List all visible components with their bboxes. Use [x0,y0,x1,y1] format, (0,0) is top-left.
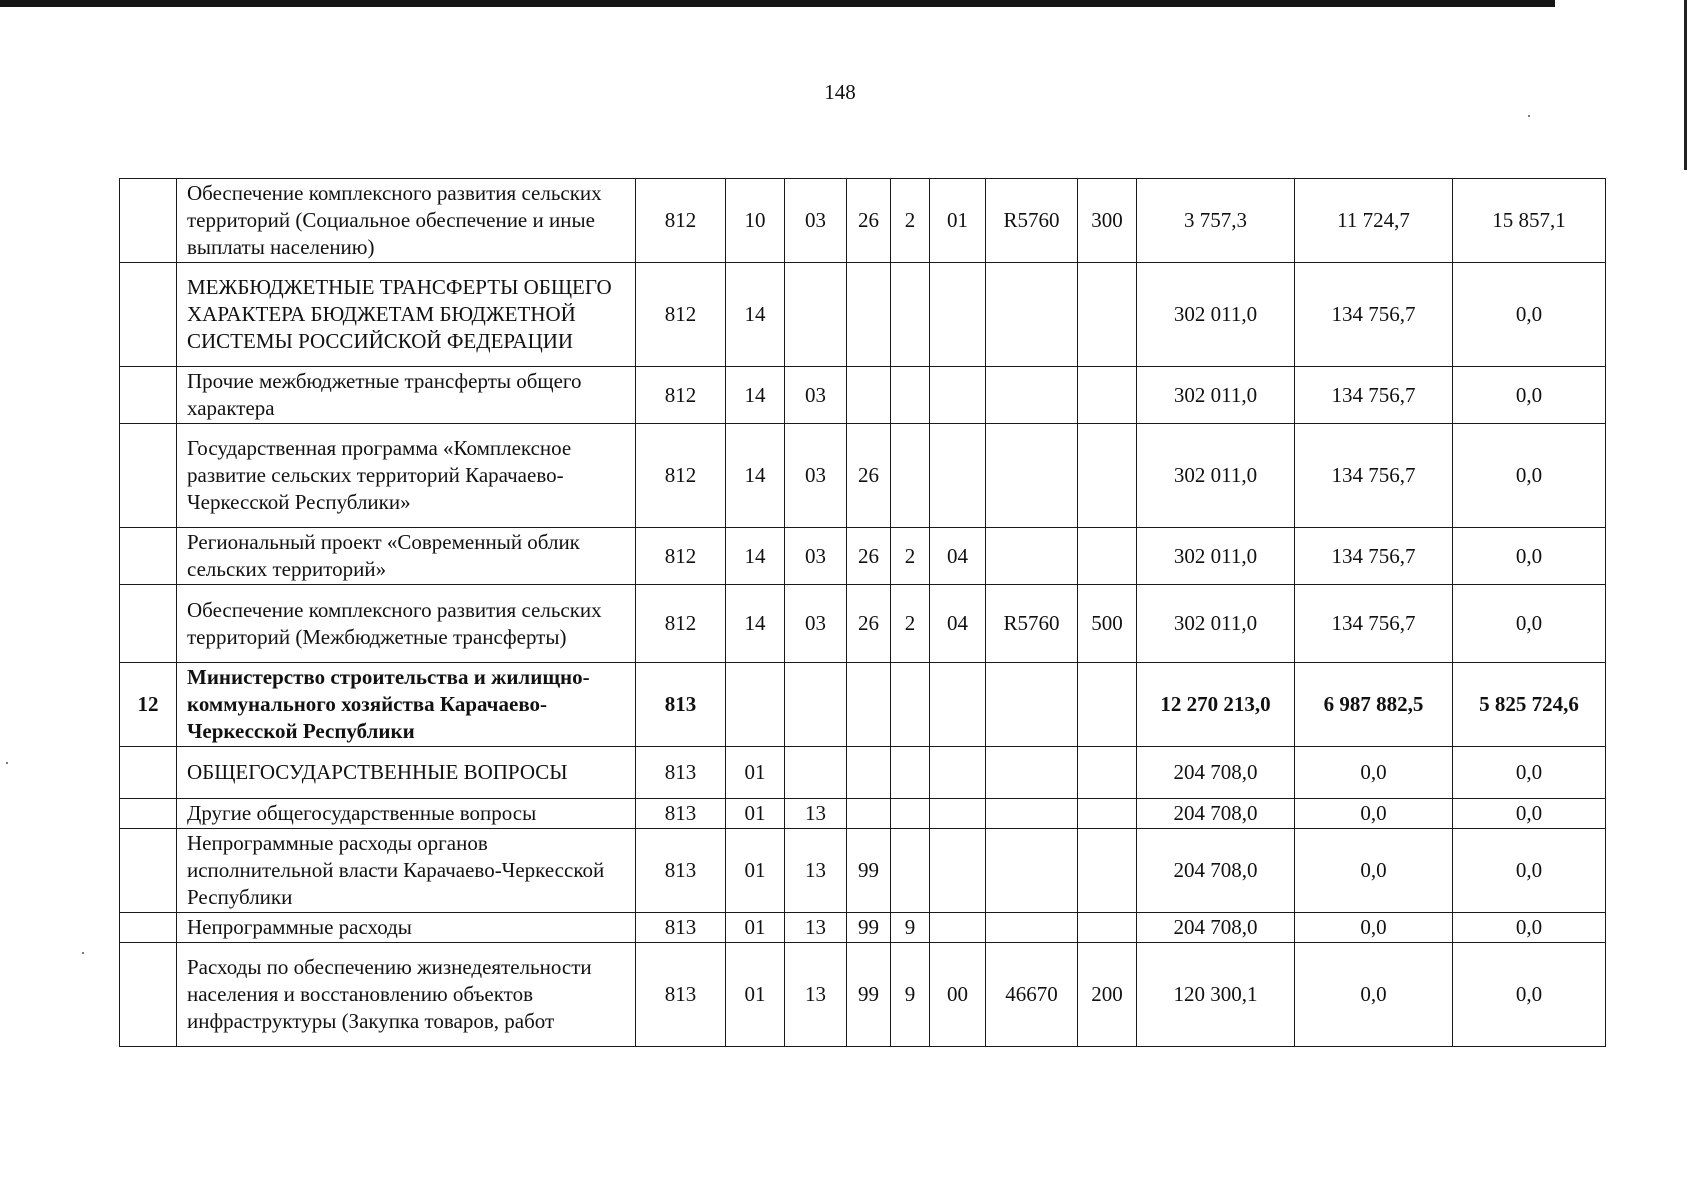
expense-type-code-cell [1078,799,1137,829]
program-code-cell: 99 [847,829,891,913]
item-name-cell: Прочие межбюджетные трансферты общего характера [177,367,636,424]
section-code-cell: 01 [726,943,785,1047]
event-code-cell [930,829,986,913]
scan-speck [6,762,8,764]
ministry-code-cell: 813 [636,913,726,943]
top-scan-border [0,0,1555,7]
amount-year-1-cell: 302 011,0 [1137,528,1295,585]
event-code-cell [930,424,986,528]
amount-year-3-cell: 0,0 [1453,943,1606,1047]
section-code-cell: 01 [726,799,785,829]
direction-code-cell [986,913,1078,943]
amount-year-2-cell: 6 987 882,5 [1295,663,1453,747]
amount-year-1-cell: 3 757,3 [1137,179,1295,263]
subprogram-code-cell [891,424,930,528]
direction-code-cell [986,799,1078,829]
amount-year-3-cell: 0,0 [1453,528,1606,585]
table-row [120,367,1606,424]
program-code-cell: 26 [847,585,891,663]
amount-year-3-cell: 0,0 [1453,799,1606,829]
ministry-code-cell: 813 [636,747,726,799]
program-code-cell: 99 [847,913,891,943]
amount-year-2-cell: 0,0 [1295,829,1453,913]
right-scan-border [1684,0,1687,170]
row-number-cell: 12 [120,663,177,747]
section-code-cell: 14 [726,528,785,585]
event-code-cell [930,263,986,367]
direction-code-cell: R5760 [986,585,1078,663]
amount-year-1-cell: 302 011,0 [1137,263,1295,367]
expense-type-code-cell [1078,528,1137,585]
amount-year-1-cell: 12 270 213,0 [1137,663,1295,747]
item-name-cell: Непрограммные расходы органов исполнительной власти Карачаево-Черкесской Республики [177,829,636,913]
row-number-cell [120,943,177,1047]
row-number-cell [120,367,177,424]
table-row [120,913,1606,943]
table-row [120,943,1606,1047]
subprogram-code-cell [891,829,930,913]
item-name-cell: ОБЩЕГОСУДАРСТВЕННЫЕ ВОПРОСЫ [177,747,636,799]
subprogram-code-cell [891,799,930,829]
row-number-cell [120,913,177,943]
program-code-cell [847,263,891,367]
expense-type-code-cell [1078,367,1137,424]
subsection-code-cell: 13 [785,913,847,943]
event-code-cell: 04 [930,585,986,663]
expense-type-code-cell: 300 [1078,179,1137,263]
section-code-cell: 01 [726,913,785,943]
subprogram-code-cell: 9 [891,943,930,1047]
expense-type-code-cell: 500 [1078,585,1137,663]
amount-year-2-cell: 0,0 [1295,799,1453,829]
direction-code-cell: R5760 [986,179,1078,263]
subprogram-code-cell: 2 [891,528,930,585]
scan-speck [82,952,84,954]
amount-year-1-cell: 204 708,0 [1137,799,1295,829]
amount-year-1-cell: 302 011,0 [1137,424,1295,528]
direction-code-cell [986,424,1078,528]
item-name-cell: Региональный проект «Современный облик сельских территорий» [177,528,636,585]
event-code-cell: 01 [930,179,986,263]
item-name-cell: Государственная программа «Комплексное развитие сельских территорий Карачаево-Черкесской Республики» [177,424,636,528]
subprogram-code-cell [891,663,930,747]
budget-table [119,178,1606,1047]
row-number-cell [120,528,177,585]
amount-year-3-cell: 0,0 [1453,913,1606,943]
direction-code-cell [986,528,1078,585]
amount-year-3-cell: 0,0 [1453,585,1606,663]
table-row [120,799,1606,829]
direction-code-cell [986,747,1078,799]
item-name-cell: Министерство строительства и жилищно-коммунального хозяйства Карачаево-Черкесской Республики [177,663,636,747]
amount-year-2-cell: 0,0 [1295,943,1453,1047]
expense-type-code-cell [1078,913,1137,943]
subsection-code-cell: 03 [785,585,847,663]
ministry-code-cell: 813 [636,829,726,913]
subsection-code-cell [785,663,847,747]
amount-year-2-cell: 134 756,7 [1295,528,1453,585]
subprogram-code-cell: 2 [891,179,930,263]
amount-year-1-cell: 204 708,0 [1137,829,1295,913]
direction-code-cell [986,367,1078,424]
event-code-cell [930,799,986,829]
table-row [120,263,1606,367]
program-code-cell: 26 [847,528,891,585]
subsection-code-cell: 03 [785,424,847,528]
table-row [120,528,1606,585]
subsection-code-cell: 03 [785,179,847,263]
ministry-code-cell: 813 [636,663,726,747]
section-code-cell: 14 [726,263,785,367]
program-code-cell [847,747,891,799]
section-code-cell: 01 [726,747,785,799]
subprogram-code-cell [891,367,930,424]
section-code-cell [726,663,785,747]
amount-year-3-cell: 0,0 [1453,829,1606,913]
section-code-cell: 10 [726,179,785,263]
row-number-cell [120,585,177,663]
amount-year-2-cell: 0,0 [1295,913,1453,943]
expense-type-code-cell [1078,829,1137,913]
ministry-code-cell: 812 [636,424,726,528]
ministry-code-cell: 812 [636,585,726,663]
table-row [120,663,1606,747]
program-code-cell [847,663,891,747]
amount-year-3-cell: 0,0 [1453,263,1606,367]
budget-table-body [120,179,1606,1047]
amount-year-3-cell: 0,0 [1453,747,1606,799]
expense-type-code-cell [1078,747,1137,799]
item-name-cell: Другие общегосударственные вопросы [177,799,636,829]
direction-code-cell [986,263,1078,367]
ministry-code-cell: 812 [636,528,726,585]
amount-year-2-cell: 134 756,7 [1295,424,1453,528]
row-number-cell [120,179,177,263]
ministry-code-cell: 813 [636,799,726,829]
item-name-cell: Обеспечение комплексного развития сельских территорий (Межбюджетные трансферты) [177,585,636,663]
amount-year-1-cell: 204 708,0 [1137,913,1295,943]
table-row [120,747,1606,799]
event-code-cell [930,747,986,799]
row-number-cell [120,263,177,367]
amount-year-2-cell: 134 756,7 [1295,585,1453,663]
subsection-code-cell [785,263,847,367]
subsection-code-cell: 03 [785,528,847,585]
ministry-code-cell: 812 [636,179,726,263]
amount-year-1-cell: 302 011,0 [1137,367,1295,424]
amount-year-1-cell: 204 708,0 [1137,747,1295,799]
row-number-cell [120,799,177,829]
section-code-cell: 14 [726,585,785,663]
subprogram-code-cell [891,263,930,367]
table-row [120,424,1606,528]
amount-year-3-cell: 5 825 724,6 [1453,663,1606,747]
amount-year-2-cell: 134 756,7 [1295,263,1453,367]
expense-type-code-cell: 200 [1078,943,1137,1047]
item-name-cell: Расходы по обеспечению жизнедеятельности населения и восстановлению объектов инфраструктуры (Закупка товаров, работ [177,943,636,1047]
amount-year-1-cell: 120 300,1 [1137,943,1295,1047]
subsection-code-cell: 13 [785,829,847,913]
table-row [120,179,1606,263]
table-row [120,585,1606,663]
direction-code-cell: 46670 [986,943,1078,1047]
event-code-cell [930,367,986,424]
event-code-cell [930,913,986,943]
program-code-cell [847,367,891,424]
section-code-cell: 14 [726,367,785,424]
expense-type-code-cell [1078,663,1137,747]
page-number: 148 [824,80,856,104]
amount-year-3-cell: 15 857,1 [1453,179,1606,263]
subprogram-code-cell [891,747,930,799]
direction-code-cell [986,663,1078,747]
table-row [120,829,1606,913]
item-name-cell: Непрограммные расходы [177,913,636,943]
event-code-cell [930,663,986,747]
section-code-cell: 14 [726,424,785,528]
scan-speck [1528,115,1530,117]
subsection-code-cell [785,747,847,799]
amount-year-2-cell: 11 724,7 [1295,179,1453,263]
amount-year-2-cell: 134 756,7 [1295,367,1453,424]
ministry-code-cell: 813 [636,943,726,1047]
row-number-cell [120,424,177,528]
item-name-cell: МЕЖБЮДЖЕТНЫЕ ТРАНСФЕРТЫ ОБЩЕГО ХАРАКТЕРА БЮДЖЕТАМ БЮДЖЕТНОЙ СИСТЕМЫ РОССИЙСКОЙ ФЕДЕРАЦИИ [177,263,636,367]
amount-year-3-cell: 0,0 [1453,367,1606,424]
program-code-cell: 26 [847,424,891,528]
expense-type-code-cell [1078,263,1137,367]
amount-year-1-cell: 302 011,0 [1137,585,1295,663]
section-code-cell: 01 [726,829,785,913]
subprogram-code-cell: 9 [891,913,930,943]
item-name-cell: Обеспечение комплексного развития сельских территорий (Социальное обеспечение и иные выплаты населению) [177,179,636,263]
subsection-code-cell: 13 [785,943,847,1047]
ministry-code-cell: 812 [636,367,726,424]
program-code-cell: 99 [847,943,891,1047]
row-number-cell [120,829,177,913]
row-number-cell [120,747,177,799]
direction-code-cell [986,829,1078,913]
subsection-code-cell: 13 [785,799,847,829]
amount-year-3-cell: 0,0 [1453,424,1606,528]
ministry-code-cell: 812 [636,263,726,367]
expense-type-code-cell [1078,424,1137,528]
amount-year-2-cell: 0,0 [1295,747,1453,799]
event-code-cell: 00 [930,943,986,1047]
subprogram-code-cell: 2 [891,585,930,663]
program-code-cell [847,799,891,829]
subsection-code-cell: 03 [785,367,847,424]
event-code-cell: 04 [930,528,986,585]
program-code-cell: 26 [847,179,891,263]
